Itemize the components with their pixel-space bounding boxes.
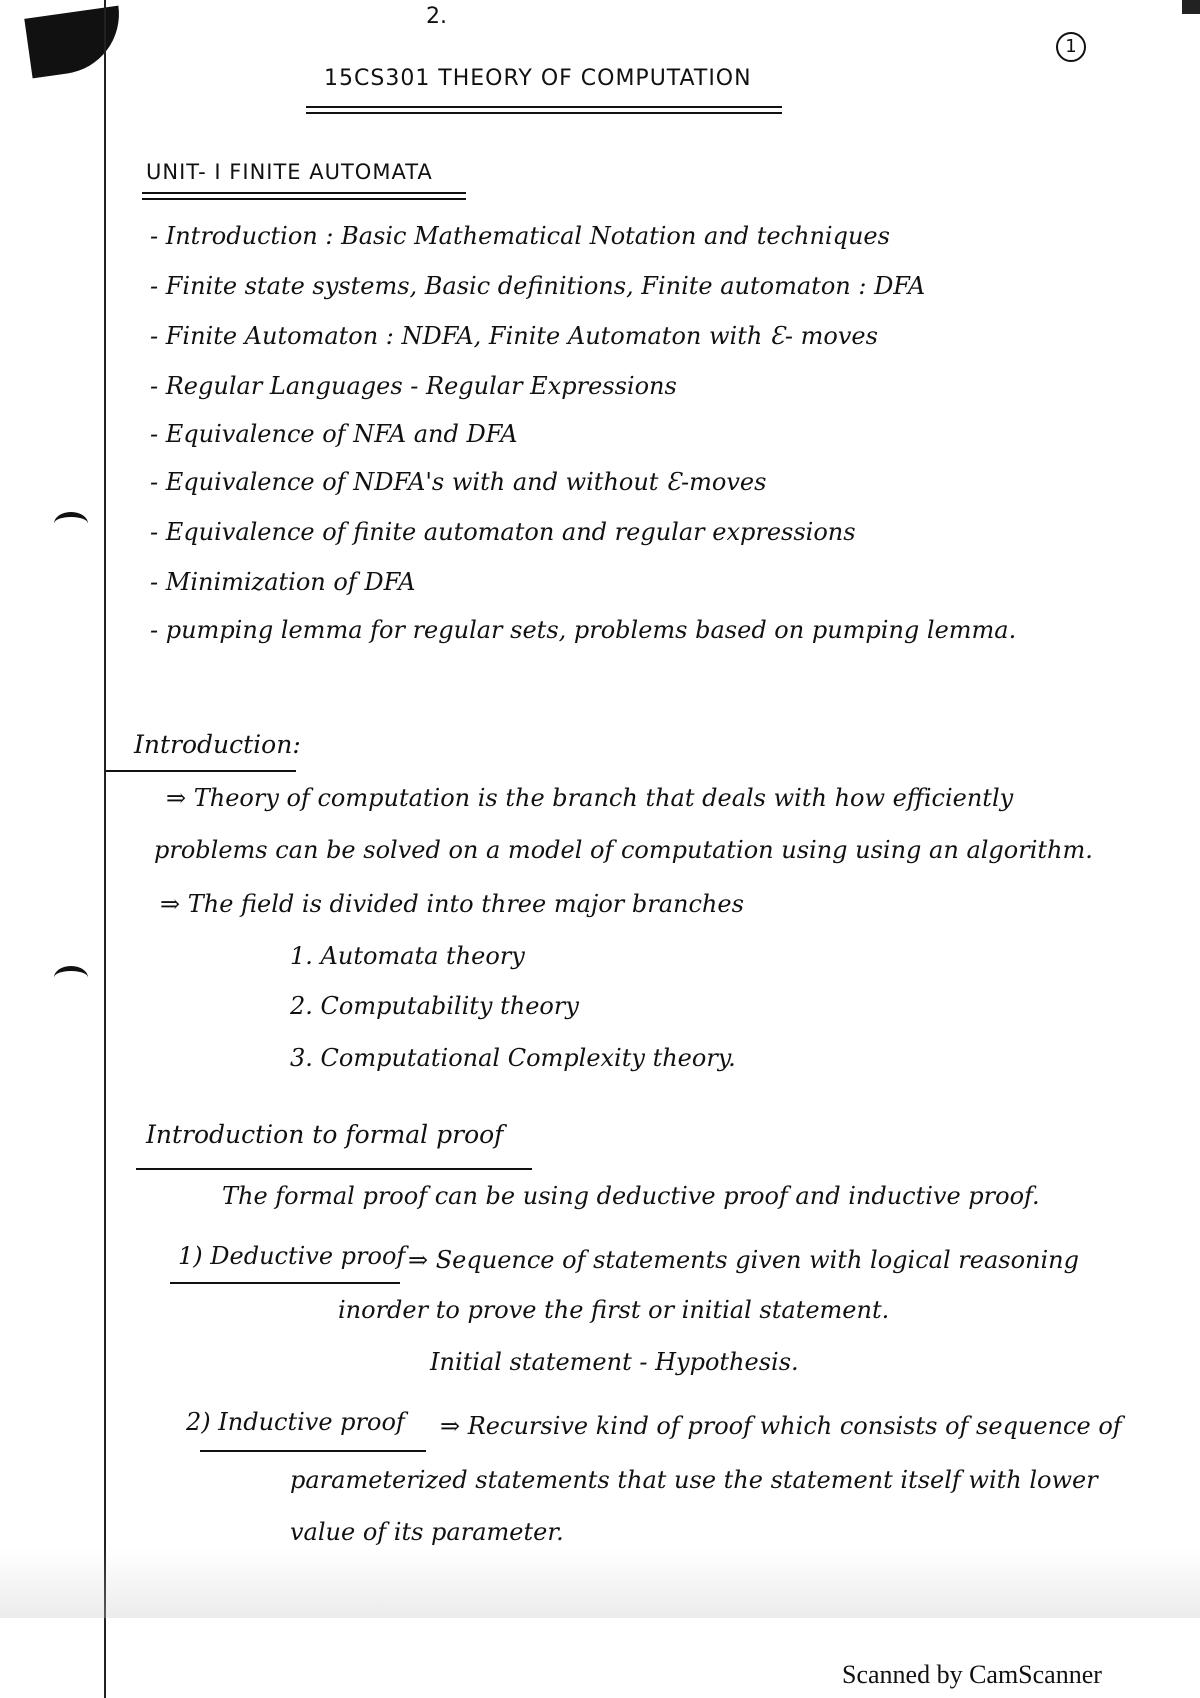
introduction-heading: Introduction:: [134, 730, 301, 759]
topic-item: - Finite Automaton : NDFA, Finite Automaton with Ɛ- moves: [150, 322, 878, 350]
topic-item: - Equivalence of NFA and DFA: [150, 420, 518, 448]
scan-shadow-top-right: [1182, 0, 1200, 14]
scan-shadow-bottom: [0, 1548, 1200, 1618]
intro-paragraph-line: ⇒ Theory of computation is the branch that deals with how efficiently: [166, 784, 1014, 812]
unit-underline: [142, 198, 466, 200]
heading-underline: [136, 1168, 532, 1170]
inductive-proof-text: value of its parameter.: [290, 1518, 564, 1546]
topic-item: - pumping lemma for regular sets, problems based on pumping lemma.: [150, 616, 1017, 644]
inductive-proof-text: parameterized statements that use the statement itself with lower: [290, 1466, 1098, 1494]
scan-shadow-top-left: [24, 6, 126, 79]
title-underline: [306, 106, 782, 108]
deductive-proof-text: ⇒ Sequence of statements given with logical reasoning: [408, 1246, 1079, 1274]
branch-item: 3. Computational Complexity theory.: [290, 1044, 736, 1072]
margin-line: [104, 0, 106, 1698]
topic-item: - Regular Languages - Regular Expressions: [150, 372, 677, 400]
intro-paragraph-line: ⇒ The field is divided into three major branches: [160, 890, 744, 918]
topic-item: - Equivalence of finite automaton and regular expressions: [150, 518, 856, 546]
topic-item: - Equivalence of NDFA's with and without Ɛ-moves: [150, 468, 767, 496]
topic-item: - Introduction : Basic Mathematical Notation and techniques: [150, 222, 890, 250]
title-underline: [306, 112, 782, 114]
topic-item: - Minimization of DFA: [150, 568, 416, 596]
unit-heading: UNIT- I FINITE AUTOMATA: [146, 160, 433, 184]
topic-item: - Finite state systems, Basic definitions, Finite automaton : DFA: [150, 272, 926, 300]
inductive-proof-text: ⇒ Recursive kind of proof which consists of sequence of: [440, 1412, 1122, 1440]
binder-hole-mark: [54, 512, 88, 535]
branch-item: 1. Automata theory: [290, 942, 525, 970]
label-underline: [170, 1282, 400, 1284]
page-number: 1: [1056, 32, 1086, 62]
scanner-watermark: Scanned by CamScanner: [842, 1660, 1102, 1689]
deductive-proof-text: inorder to prove the first or initial statement.: [338, 1296, 890, 1324]
inductive-proof-label: 2) Inductive proof: [186, 1408, 405, 1436]
heading-underline: [106, 770, 296, 772]
page-title: 15CS301 THEORY OF COMPUTATION: [324, 66, 752, 91]
deductive-proof-label: 1) Deductive proof: [178, 1242, 406, 1270]
deductive-proof-text: Initial statement - Hypothesis.: [430, 1348, 799, 1376]
intro-paragraph-line: problems can be solved on a model of computation using using an algorithm.: [154, 836, 1093, 864]
branch-item: 2. Computability theory: [290, 992, 579, 1020]
binder-hole-mark: [54, 966, 88, 989]
formal-proof-intro: The formal proof can be using deductive proof and inductive proof.: [222, 1182, 1040, 1210]
unit-underline: [142, 192, 466, 194]
formal-proof-heading: Introduction to formal proof: [146, 1120, 504, 1149]
label-underline: [200, 1450, 426, 1452]
top-mark: 2.: [426, 4, 447, 29]
